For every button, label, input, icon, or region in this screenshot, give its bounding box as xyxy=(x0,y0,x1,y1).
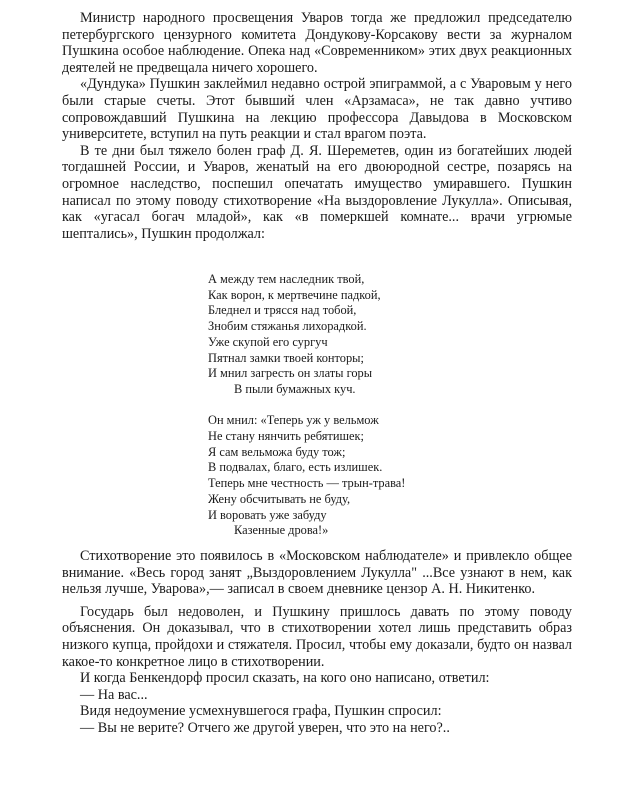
poem-line: Он мнил: «Теперь уж у вельмож xyxy=(208,413,379,428)
paragraph: Видя недоумение усмехнувшегося графа, Пушкин спросил: xyxy=(80,703,442,720)
prose-bottom xyxy=(62,548,572,737)
poem-line: И воровать уже забуду xyxy=(208,507,327,522)
poem-line: Не стану нянчить ребятишек; xyxy=(208,429,364,444)
poem-line: Уже скупой его сургуч xyxy=(208,334,328,349)
poem-line: Пятнал замки твоей конторы; xyxy=(208,350,364,365)
poem-line: Я сам вельможа буду тож; xyxy=(208,444,346,459)
poem-line: Казенные дрова!» xyxy=(234,523,329,538)
paragraph: И когда Бенкендорф просил сказать, на кого оно написано, ответил: xyxy=(80,670,490,687)
poem-quote xyxy=(208,272,508,539)
poem-line: В подвалах, благо, есть излишек. xyxy=(208,460,383,475)
paragraph: Министр народного просвещения Уваров тогда же предложил председателю петербургского цензурного комитета Дондукову-Корсакову вести за журналом Пушкина особое наблюдение. Опека над «Современником» этих двух реакционных деятелей не предвещала ничего хорошего. xyxy=(62,10,572,76)
poem-line: В пыли бумажных куч. xyxy=(234,381,356,396)
poem-line: Как ворон, к мертвечине падкой, xyxy=(208,287,381,302)
paragraph: Стихотворение это появилось в «Московском наблюдателе» и привлекло общее внимание. «Весь город занят „Выздоровлением Лукулла" ...Все узнают в нем, как нельзя лучше, Уварова»,— записал в своем дневнике цензор А. Н. Никитенко. xyxy=(62,548,572,598)
prose-top xyxy=(62,10,572,242)
poem-line: Знобим стяжанья лихорадкой. xyxy=(208,319,367,334)
dialogue-line: — Вы не верите? Отчего же другой уверен, что это на него?.. xyxy=(80,719,450,736)
poem-line: А между тем наследник твой, xyxy=(208,272,365,286)
poem-line: И мнил загресть он златы горы xyxy=(208,366,373,381)
paragraph: «Дундука» Пушкин заклеймил недавно острой эпиграммой, а с Уваровым у него были старые счеты. Этот бывший член «Арзамаса», не так давно учтиво сопровождавший Пушкина на лекцию профессора Давыдова в Московском университете, вступил на путь реакции и стал врагом поэта. xyxy=(62,76,572,143)
stanza-break xyxy=(208,398,508,414)
dialogue-line: — На вас... xyxy=(80,686,148,703)
paragraph: В те дни был тяжело болен граф Д. Я. Шереметев, один из богатейших людей тогдашней России, и Уваров, женатый на его двоюродной сестре, позарясь на огромное наследство, поспешил опечатать имущество умиравшего. Пушкин написал по этому поводу стихотворение «На выздоровление Лукулла». Описывая, как «угасал богач младой», как «в померкшей комнате... врачи угрюмые шептались», Пушкин продолжал: xyxy=(62,142,572,242)
poem-line: Жену обсчитывать не буду, xyxy=(208,491,351,506)
poem-line: Бледнел и трясся над тобой, xyxy=(208,303,357,318)
paragraph: Государь был недоволен, и Пушкину пришлось давать по этому поводу объяснения. Он доказывал, что в стихотворении хотел лишь представить образ низкого купца, пройдохи и стяжателя. Просил, чтобы ему доказали, будто он назвал какое-то конкретное лицо в стихотворении. xyxy=(62,603,572,670)
poem-line: Теперь мне честность — трын-трава! xyxy=(208,476,406,491)
